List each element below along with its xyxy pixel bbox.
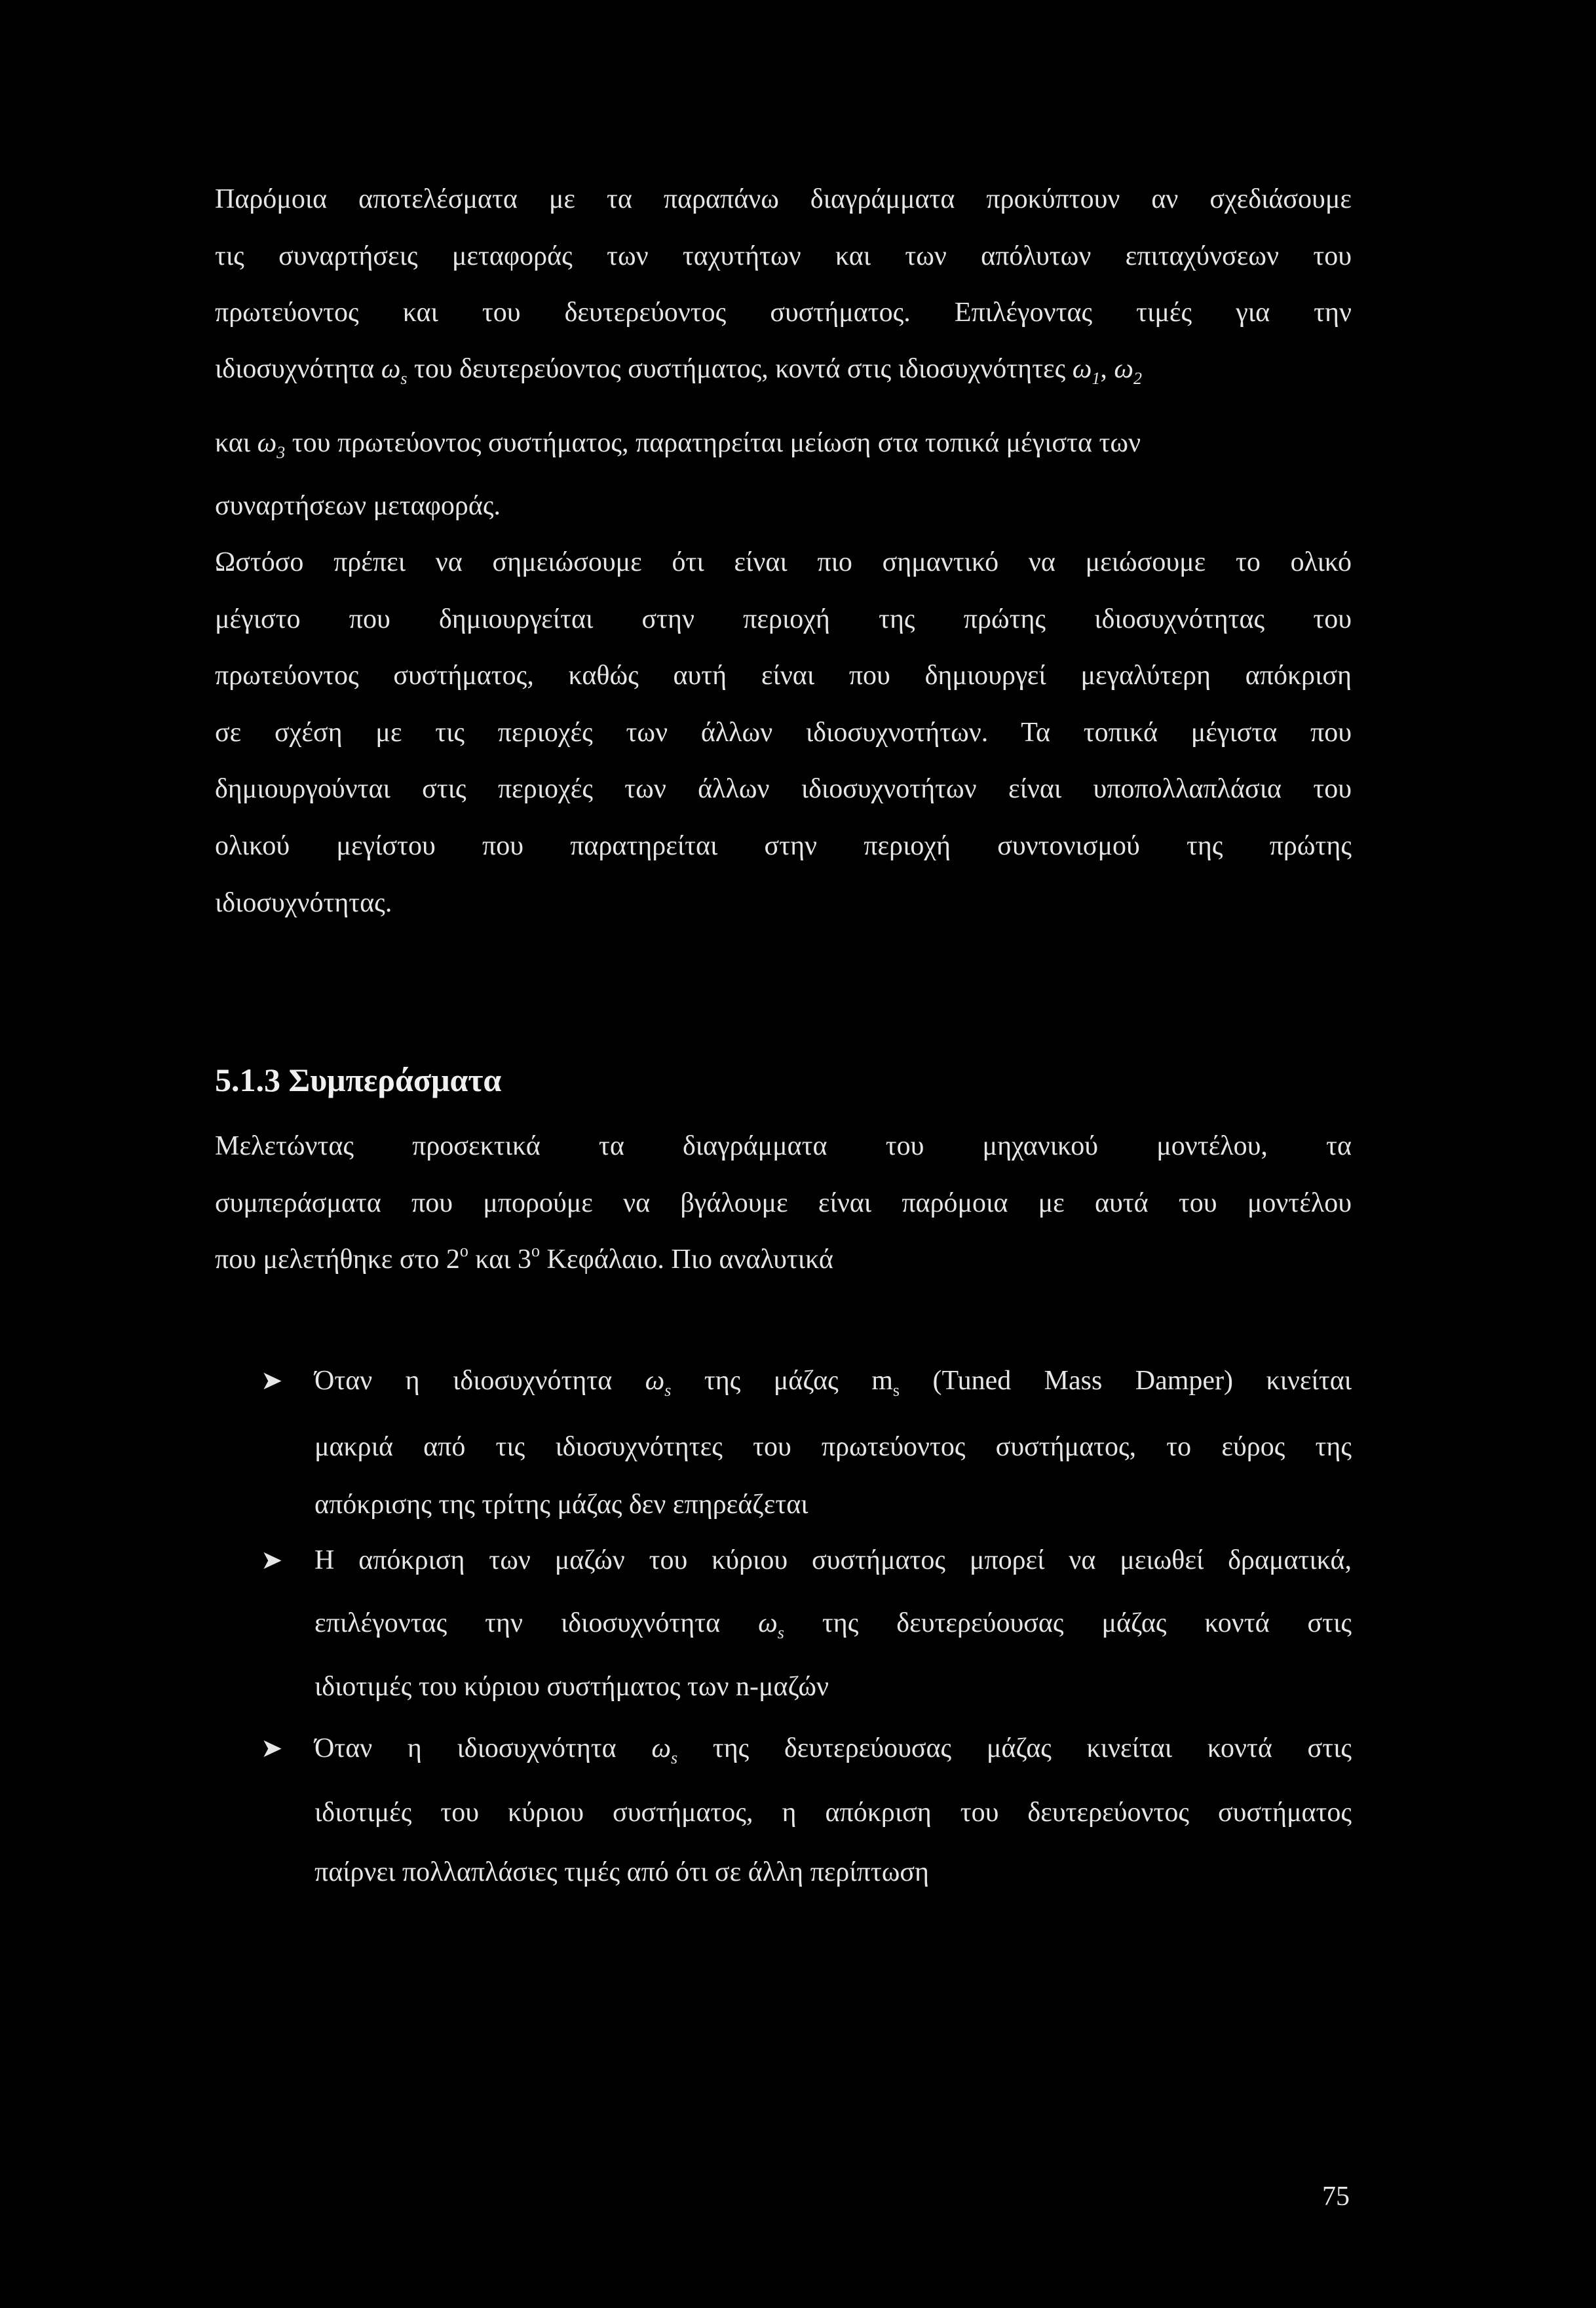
comma: , bbox=[1100, 354, 1107, 384]
text: Όταν η ιδιοσυχνότητα bbox=[314, 1733, 617, 1763]
superscript-o: ο bbox=[459, 1241, 468, 1260]
section-heading: 5.1.3 Συμπεράσματα bbox=[215, 1062, 502, 1098]
bullet-arrow-icon: ➤ bbox=[261, 1733, 283, 1763]
text: και bbox=[215, 428, 251, 458]
paragraph-1-line-4 bbox=[215, 352, 1352, 386]
paragraph-2-line-7: ιδιοσυχνότητας. bbox=[215, 888, 392, 918]
omega-2-symbol bbox=[1114, 354, 1143, 388]
paragraph-2-line-3: πρωτεύοντος συστήματος, καθώς αυτή είναι που δημιουργεί μεγαλύτερη απόκριση bbox=[215, 661, 1352, 691]
text: του δευτερεύοντος συστήματος, κοντά στις ιδιοσυχνότητες bbox=[413, 354, 1066, 384]
text: Κεφάλαιο. Πιο αναλυτικά bbox=[546, 1244, 833, 1275]
paragraph-1-line-2: τις συναρτήσεις μεταφοράς των ταχυτήτων και των απόλυτων επιταχύνσεων του bbox=[215, 241, 1352, 271]
text: Όταν η ιδιοσυχνότητα bbox=[314, 1366, 613, 1396]
paragraph-1-line-6: συναρτήσεων μεταφοράς. bbox=[215, 491, 501, 521]
paragraph-2-line-5: δημιουργούνται στις περιοχές των άλλων ιδιοσυχνοτήτων είναι υποπολλαπλάσια του bbox=[215, 774, 1352, 804]
text: επιλέγοντας την ιδιοσυχνότητα bbox=[314, 1608, 721, 1638]
text: (Tuned Mass Damper) κινείται bbox=[932, 1366, 1352, 1396]
bullet-3-line-1 bbox=[314, 1731, 1352, 1765]
page-number: 75 bbox=[1322, 2182, 1350, 2212]
text: και 3 bbox=[475, 1244, 532, 1275]
paragraph-2-line-4: σε σχέση με τις περιοχές των άλλων ιδιοσυχνοτήτων. Τα τοπικά μέγιστα που bbox=[215, 718, 1352, 748]
bullet-1-line-1 bbox=[314, 1364, 1352, 1398]
subscript-3: 3 bbox=[276, 443, 286, 462]
conclusions-line-2: συμπεράσματα που μπορούμε να βγάλουμε είναι παρόμοια με αυτά του μοντέλου bbox=[215, 1188, 1352, 1218]
subscript-s: s bbox=[777, 1623, 784, 1642]
paragraph-1-line-5 bbox=[215, 426, 1352, 460]
omega-s-symbol bbox=[645, 1366, 672, 1400]
superscript-o: ο bbox=[531, 1241, 541, 1260]
omega-s-symbol bbox=[758, 1608, 784, 1642]
bullet-arrow-icon: ➤ bbox=[261, 1545, 283, 1575]
subscript-1: 1 bbox=[1092, 369, 1101, 388]
omega: ω bbox=[257, 428, 277, 458]
conclusions-line-1: Μελετώντας προσεκτικά τα διαγράμματα του μηχανικού μοντέλου, τα bbox=[215, 1131, 1352, 1161]
omega: ω bbox=[1114, 354, 1134, 384]
conclusions-line-3 bbox=[215, 1242, 1352, 1277]
subscript-s: s bbox=[664, 1381, 672, 1400]
bullet-2-line-3: ιδιοτιμές του κύριου συστήματος των n-μαζών bbox=[314, 1672, 829, 1702]
text bbox=[704, 1366, 900, 1400]
paragraph-2-line-2: μέγιστο που δημιουργείται στην περιοχή της πρώτης ιδιοσυχνότητας του bbox=[215, 604, 1352, 634]
omega-s-symbol bbox=[651, 1733, 678, 1767]
bullet-1-line-3: απόκρισης της τρίτης μάζας δεν επηρεάζεται bbox=[314, 1490, 808, 1520]
paragraph-2-line-6: ολικού μεγίστου που παρατηρείται στην περιοχή συντονισμού της πρώτης bbox=[215, 831, 1352, 861]
bullet-3-line-2: ιδιοτιμές του κύριου συστήματος, η απόκριση του δευτερεύοντος συστήματος bbox=[314, 1798, 1352, 1828]
omega-1-symbol bbox=[1072, 354, 1101, 388]
paragraph-1-line-3: πρωτεύοντος και του δευτερεύοντος συστήματος. Επιλέγοντας τιμές για την bbox=[215, 298, 1352, 328]
text: της δευτερεύουσας μάζας κοντά στις bbox=[822, 1608, 1352, 1638]
omega: ω bbox=[645, 1366, 665, 1396]
omega: ω bbox=[651, 1733, 672, 1763]
text: της δευτερεύουσας μάζας κινείται κοντά στις bbox=[712, 1733, 1352, 1763]
subscript-s: s bbox=[671, 1748, 678, 1767]
omega: ω bbox=[381, 354, 401, 384]
text: της μάζας m bbox=[704, 1366, 893, 1396]
bullet-1-line-2: μακριά από τις ιδιοσυχνότητες του πρωτεύοντος συστήματος, το εύρος της bbox=[314, 1432, 1352, 1462]
text: που μελετήθηκε στο 2 bbox=[215, 1244, 460, 1275]
paragraph-1-line-1: Παρόμοια αποτελέσματα με τα παραπάνω διαγράμματα προκύπτουν αν σχεδιάσουμε bbox=[215, 184, 1352, 214]
subscript-s: s bbox=[400, 369, 408, 388]
bullet-2-line-2 bbox=[314, 1606, 1352, 1640]
text: του πρωτεύοντος συστήματος, παρατηρείται μείωση στα τοπικά μέγιστα των bbox=[292, 428, 1141, 458]
omega: ω bbox=[1072, 354, 1092, 384]
text: ιδιοσυχνότητα bbox=[215, 354, 375, 384]
bullet-3-line-3: παίρνει πολλαπλάσιες τιμές από ότι σε άλλη περίπτωση bbox=[314, 1857, 930, 1887]
bullet-2-line-1: Η απόκριση των μαζών του κύριου συστήματος μπορεί να μειωθεί δραματικά, bbox=[314, 1545, 1352, 1575]
omega-s-symbol bbox=[381, 354, 408, 388]
subscript-2: 2 bbox=[1133, 369, 1143, 388]
omega: ω bbox=[758, 1608, 778, 1638]
paragraph-2-line-1: Ωστόσο πρέπει να σημειώσουμε ότι είναι πιο σημαντικό να μειώσουμε το ολικό bbox=[215, 547, 1352, 577]
subscript-s: s bbox=[892, 1381, 900, 1400]
bullet-arrow-icon: ➤ bbox=[261, 1366, 283, 1395]
omega-3-symbol bbox=[257, 428, 286, 462]
